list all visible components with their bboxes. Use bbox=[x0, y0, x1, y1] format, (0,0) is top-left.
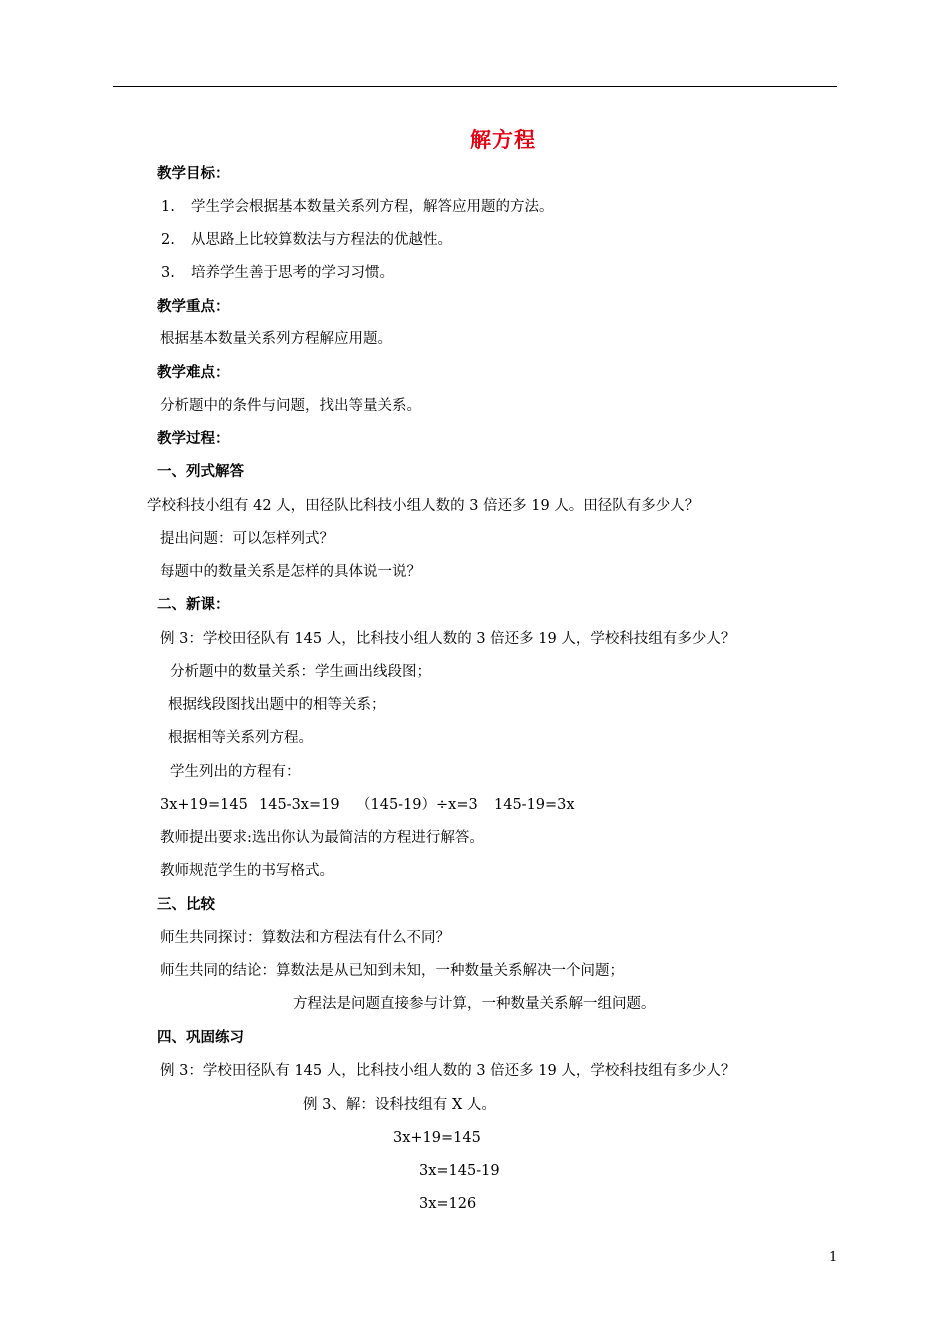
objective-text: 从思路上比较算数法与方程法的优越性。 bbox=[191, 232, 452, 248]
objective-number: 1. bbox=[161, 199, 175, 215]
solution-step-2: 3x=145-19 bbox=[419, 1163, 500, 1179]
section2-analyze: 分析题中的数量关系：学生画出线段图； bbox=[170, 664, 431, 680]
section1-problem: 学校科技小组有 42 人，田径队比科技小组人数的 3 倍还多 19 人。田径队有多少人？ bbox=[147, 498, 700, 514]
section3-conclusion-continued: 方程法是问题直接参与计算，一种数量关系解一组问题。 bbox=[293, 996, 656, 1012]
section3-discuss: 师生共同探讨：算数法和方程法有什么不同？ bbox=[160, 930, 450, 946]
equation: 3x+19=145 bbox=[160, 797, 248, 813]
objective-item-1 bbox=[161, 197, 554, 217]
section2-heading: 二、新课： bbox=[157, 597, 230, 613]
section2-example: 例 3：学校田径队有 145 人，比科技小组人数的 3 倍还多 19 人，学校科技组有多少人？ bbox=[160, 631, 736, 647]
process-heading: 教学过程： bbox=[157, 431, 230, 447]
section4-heading: 四、巩固练习 bbox=[157, 1030, 244, 1046]
section1-question: 提出问题：可以怎样列式？ bbox=[160, 531, 334, 547]
key-points-text: 根据基本数量关系列方程解应用题。 bbox=[160, 331, 392, 347]
page-number: 1 bbox=[829, 1250, 838, 1265]
objective-text: 培养学生善于思考的学习习惯。 bbox=[191, 265, 394, 281]
section1-describe: 每题中的数量关系是怎样的具体说一说？ bbox=[160, 564, 421, 580]
section2-find-relation: 根据线段图找出题中的相等关系； bbox=[168, 697, 386, 713]
section2-list-equation: 根据相等关系列方程。 bbox=[168, 730, 313, 746]
key-points-heading: 教学重点： bbox=[157, 299, 230, 315]
solution-step-1: 3x+19=145 bbox=[393, 1130, 481, 1146]
equation: （145-19）÷x=3 bbox=[356, 797, 478, 813]
equation: 145-19=3x bbox=[494, 797, 575, 813]
objective-item-2 bbox=[161, 230, 452, 250]
header-rule bbox=[113, 86, 837, 87]
solution-intro: 例 3、解：设科技组有 X 人。 bbox=[303, 1097, 496, 1113]
document-title: 解方程 bbox=[470, 128, 536, 152]
section2-format: 教师规范学生的书写格式。 bbox=[160, 863, 334, 879]
section1-heading: 一、列式解答 bbox=[157, 464, 244, 480]
section4-example: 例 3：学校田径队有 145 人，比科技小组人数的 3 倍还多 19 人，学校科技组有多少人？ bbox=[160, 1063, 736, 1079]
section2-students-equations: 学生列出的方程有： bbox=[170, 764, 301, 780]
objective-text: 学生学会根据基本数量关系列方程，解答应用题的方法。 bbox=[191, 199, 554, 215]
equation: 145-3x=19 bbox=[259, 797, 340, 813]
difficulties-heading: 教学难点： bbox=[157, 365, 230, 381]
equation-list bbox=[160, 795, 575, 815]
section3-conclusion: 师生共同的结论：算数法是从已知到未知，一种数量关系解决一个问题； bbox=[160, 963, 624, 979]
objective-item-3 bbox=[161, 263, 394, 283]
difficulties-text: 分析题中的条件与问题，找出等量关系。 bbox=[160, 398, 421, 414]
objectives-heading: 教学目标： bbox=[157, 166, 230, 182]
objective-number: 3. bbox=[161, 265, 175, 281]
objective-number: 2. bbox=[161, 232, 175, 248]
solution-step-3: 3x=126 bbox=[419, 1196, 477, 1212]
section3-heading: 三、比较 bbox=[157, 897, 215, 913]
section2-requirement: 教师提出要求:选出你认为最简洁的方程进行解答。 bbox=[160, 830, 484, 846]
